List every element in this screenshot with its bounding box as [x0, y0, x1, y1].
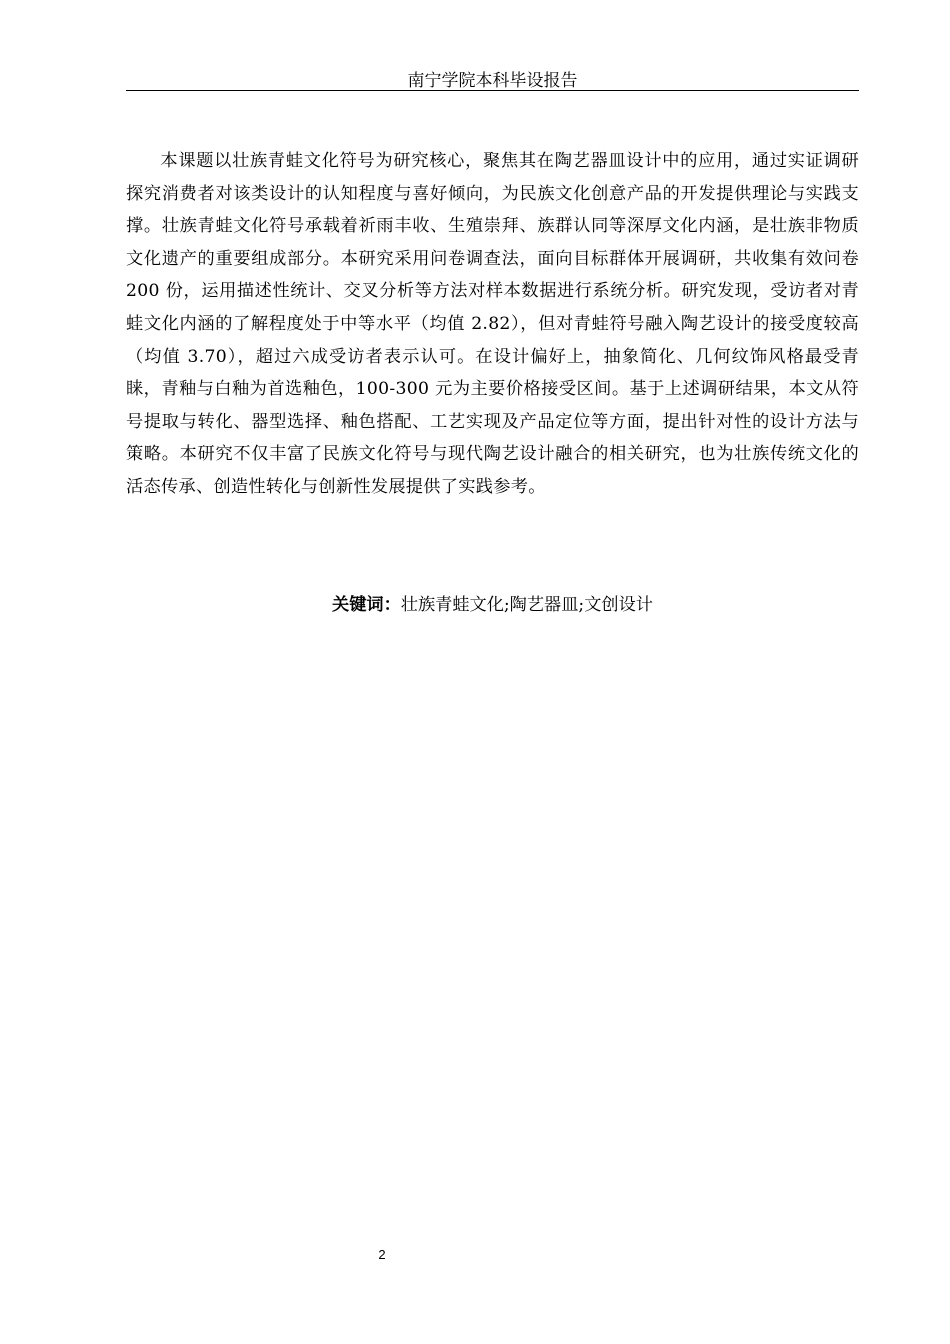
abstract-paragraph: 本课题以壮族青蛙文化符号为研究核心，聚焦其在陶艺器皿设计中的应用，通过实证调研探究消费者对该类设计的认知程度与喜好倾向，为民族文化创意产品的开发提供理论与实践支撑。壮族青蛙文化符号承载着祈雨丰收、生殖崇拜、族群认同等深厚文化内涵，是壮族非物质文化遗产的重要组成部分。本研究采用问卷调查法，面向目标群体开展调研，共收集有效问卷 200 份，运用描述性统计、交叉分析等方法对样本数据进行系统分析。研究发现，受访者对青蛙文化内涵的了解程度处于中等水平（均值 2.82），但对青蛙符号融入陶艺设计的接受度较高（均值 3.70），超过六成受访者表示认可。在设计偏好上，抽象简化、几何纹饰风格最受青睐，青釉与白釉为首选釉色，100-300 元为主要价格接受区间。基于上述调研结果，本文从符号提取与转化、器型选择、釉色搭配、工艺实现及产品定位等方面，提出针对性的设计方法与策略。本研究不仅丰富了民族文化符号与现代陶艺设计融合的相关研究，也为壮族传统文化的活态传承、创造性转化与创新性发展提供了实践参考。 — [126, 151, 859, 497]
page-number: 2 — [378, 1247, 386, 1262]
page-header-title: 南宁学院本科毕设报告 — [407, 71, 578, 91]
keywords-value: 壮族青蛙文化;陶艺器皿;文创设计 — [400, 595, 653, 615]
keywords-line — [126, 592, 859, 618]
header-divider — [126, 90, 859, 91]
keywords-label: 关键词： — [332, 595, 401, 615]
